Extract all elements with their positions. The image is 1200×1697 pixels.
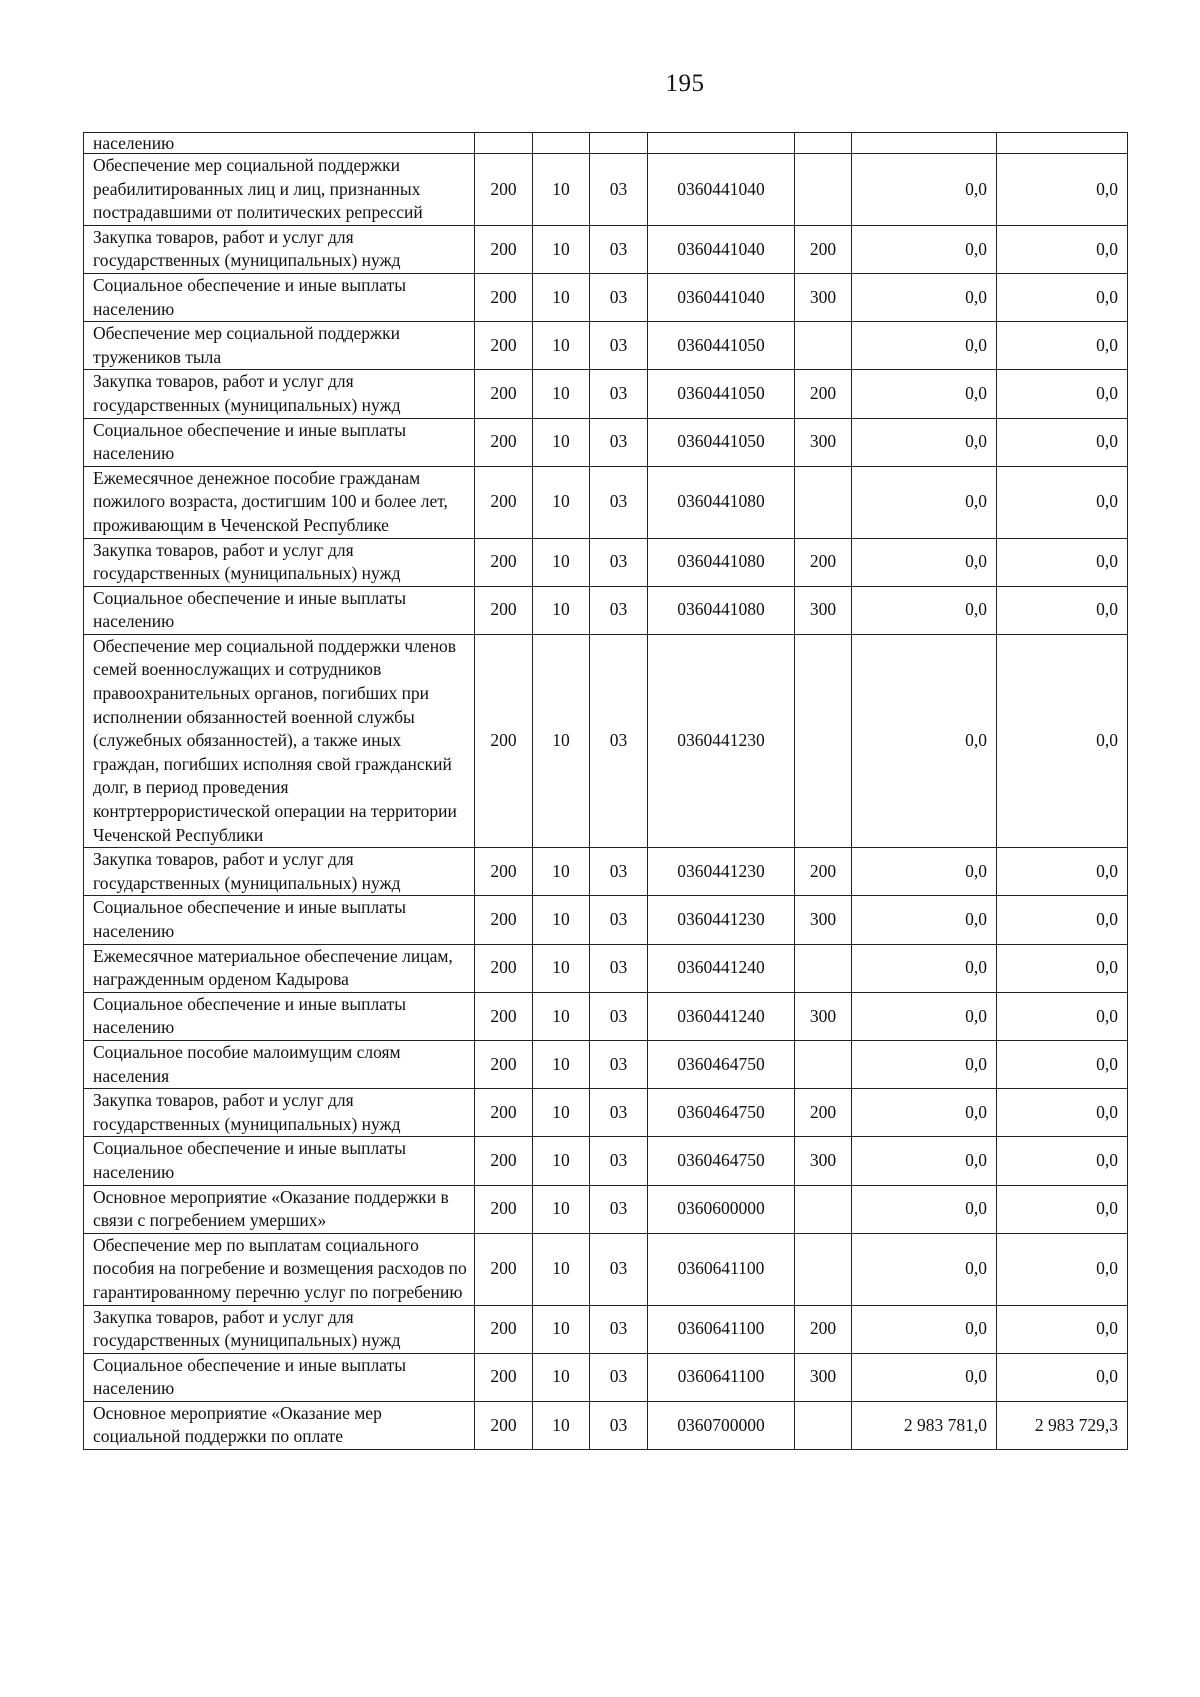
row-name-cell: Социальное обеспечение и иные выплаты населению — [84, 273, 475, 321]
row-name-cell: Социальное обеспечение и иные выплаты населению — [84, 1137, 475, 1185]
table-row — [84, 1040, 1128, 1088]
row-name-cell: Ежемесячное материальное обеспечение лицам, награжденным орденом Кадырова — [84, 944, 475, 992]
table-row — [84, 225, 1128, 273]
amount-col1-cell: 0,0 — [852, 466, 997, 538]
target-article-cell: 0360441050 — [648, 418, 795, 466]
ministry-code-cell: 200 — [475, 896, 533, 944]
expense-type-cell — [795, 1233, 852, 1305]
expense-type-cell — [795, 634, 852, 847]
ministry-code-cell: 200 — [475, 225, 533, 273]
section-code-cell: 10 — [533, 992, 590, 1040]
subsection-code-cell: 03 — [590, 1185, 648, 1233]
expense-type-cell — [795, 1185, 852, 1233]
table-row — [84, 944, 1128, 992]
target-article-cell — [648, 133, 795, 154]
amount-col1-cell: 0,0 — [852, 225, 997, 273]
amount-col2-cell: 2 983 729,3 — [997, 1401, 1128, 1449]
row-name-cell: Социальное обеспечение и иные выплаты населению — [84, 586, 475, 634]
target-article-cell: 0360441050 — [648, 322, 795, 370]
expense-type-cell — [795, 466, 852, 538]
amount-col2-cell: 0,0 — [997, 896, 1128, 944]
amount-col2-cell: 0,0 — [997, 225, 1128, 273]
subsection-code-cell: 03 — [590, 538, 648, 586]
table-row — [84, 1353, 1128, 1401]
section-code-cell: 10 — [533, 1185, 590, 1233]
table-row — [84, 370, 1128, 418]
amount-col2-cell: 0,0 — [997, 848, 1128, 896]
amount-col1-cell: 0,0 — [852, 586, 997, 634]
target-article-cell: 0360641100 — [648, 1233, 795, 1305]
table-row — [84, 634, 1128, 847]
row-name-cell: Ежемесячное денежное пособие гражданам пожилого возраста, достигшим 100 и более лет, проживающим в Чеченской Республике — [84, 466, 475, 538]
row-name-cell: Обеспечение мер социальной поддержки членов семей военнослужащих и сотрудников правоохранительных органов, погибших при исполнении обязанностей военной службы (служебных обязанностей), а также иных граждан, погибших исполняя свой гражданский долг, в период проведения контртеррористической операции на территории Чеченской Республики — [84, 634, 475, 847]
row-name-cell: Социальное обеспечение и иные выплаты населению — [84, 992, 475, 1040]
amount-col1-cell: 2 983 781,0 — [852, 1401, 997, 1449]
amount-col1-cell: 0,0 — [852, 1089, 997, 1137]
expense-type-cell — [795, 133, 852, 154]
table-row — [84, 322, 1128, 370]
amount-col1-cell: 0,0 — [852, 273, 997, 321]
target-article-cell: 0360641100 — [648, 1305, 795, 1353]
amount-col1-cell — [852, 133, 997, 154]
ministry-code-cell: 200 — [475, 466, 533, 538]
subsection-code-cell: 03 — [590, 1040, 648, 1088]
expense-type-cell: 200 — [795, 1089, 852, 1137]
target-article-cell: 0360700000 — [648, 1401, 795, 1449]
section-code-cell: 10 — [533, 370, 590, 418]
subsection-code-cell: 03 — [590, 370, 648, 418]
ministry-code-cell: 200 — [475, 1305, 533, 1353]
subsection-code-cell: 03 — [590, 896, 648, 944]
row-name-cell: Обеспечение мер социальной поддержки реабилитированных лиц и лиц, признанных пострадавшими от политических репрессий — [84, 154, 475, 226]
ministry-code-cell: 200 — [475, 1233, 533, 1305]
amount-col1-cell: 0,0 — [852, 1305, 997, 1353]
section-code-cell: 10 — [533, 634, 590, 847]
ministry-code-cell: 200 — [475, 848, 533, 896]
ministry-code-cell: 200 — [475, 1353, 533, 1401]
section-code-cell: 10 — [533, 1137, 590, 1185]
row-name-cell: Закупка товаров, работ и услуг для государственных (муниципальных) нужд — [84, 538, 475, 586]
amount-col2-cell: 0,0 — [997, 1305, 1128, 1353]
section-code-cell: 10 — [533, 225, 590, 273]
expense-type-cell: 300 — [795, 273, 852, 321]
section-code-cell: 10 — [533, 586, 590, 634]
budget-table — [83, 132, 1128, 1450]
amount-col2-cell: 0,0 — [997, 1353, 1128, 1401]
expense-type-cell: 300 — [795, 418, 852, 466]
row-name-cell: Закупка товаров, работ и услуг для государственных (муниципальных) нужд — [84, 370, 475, 418]
ministry-code-cell: 200 — [475, 1137, 533, 1185]
amount-col2-cell: 0,0 — [997, 1137, 1128, 1185]
expense-type-cell — [795, 322, 852, 370]
section-code-cell: 10 — [533, 848, 590, 896]
amount-col1-cell: 0,0 — [852, 322, 997, 370]
target-article-cell: 0360441080 — [648, 466, 795, 538]
section-code-cell: 10 — [533, 538, 590, 586]
target-article-cell: 0360441050 — [648, 370, 795, 418]
table-row — [84, 1401, 1128, 1449]
subsection-code-cell: 03 — [590, 586, 648, 634]
row-name-cell: Закупка товаров, работ и услуг для государственных (муниципальных) нужд — [84, 848, 475, 896]
table-body — [84, 133, 1128, 1450]
section-code-cell: 10 — [533, 1305, 590, 1353]
subsection-code-cell: 03 — [590, 154, 648, 226]
expense-type-cell: 200 — [795, 538, 852, 586]
target-article-cell: 0360641100 — [648, 1353, 795, 1401]
expense-type-cell: 300 — [795, 992, 852, 1040]
amount-col2-cell: 0,0 — [997, 1185, 1128, 1233]
amount-col1-cell: 0,0 — [852, 154, 997, 226]
ministry-code-cell: 200 — [475, 944, 533, 992]
expense-type-cell — [795, 944, 852, 992]
target-article-cell: 0360441230 — [648, 896, 795, 944]
subsection-code-cell: 03 — [590, 848, 648, 896]
row-name-cell: Основное мероприятие «Оказание поддержки в связи с погребением умерших» — [84, 1185, 475, 1233]
section-code-cell: 10 — [533, 1233, 590, 1305]
subsection-code-cell — [590, 133, 648, 154]
amount-col1-cell: 0,0 — [852, 634, 997, 847]
expense-type-cell: 300 — [795, 896, 852, 944]
ministry-code-cell: 200 — [475, 992, 533, 1040]
subsection-code-cell: 03 — [590, 634, 648, 847]
expense-type-cell: 300 — [795, 1353, 852, 1401]
subsection-code-cell: 03 — [590, 1137, 648, 1185]
table-row — [84, 418, 1128, 466]
amount-col2-cell: 0,0 — [997, 1233, 1128, 1305]
row-name-cell: Обеспечение мер социальной поддержки тружеников тыла — [84, 322, 475, 370]
expense-type-cell: 200 — [795, 370, 852, 418]
subsection-code-cell: 03 — [590, 1305, 648, 1353]
amount-col2-cell: 0,0 — [997, 634, 1128, 847]
table-row — [84, 1233, 1128, 1305]
section-code-cell: 10 — [533, 1353, 590, 1401]
expense-type-cell — [795, 154, 852, 226]
amount-col1-cell: 0,0 — [852, 370, 997, 418]
subsection-code-cell: 03 — [590, 1353, 648, 1401]
ministry-code-cell: 200 — [475, 1401, 533, 1449]
amount-col2-cell: 0,0 — [997, 154, 1128, 226]
amount-col1-cell: 0,0 — [852, 848, 997, 896]
expense-type-cell: 200 — [795, 1305, 852, 1353]
ministry-code-cell: 200 — [475, 1040, 533, 1088]
section-code-cell: 10 — [533, 273, 590, 321]
expense-type-cell: 300 — [795, 1137, 852, 1185]
subsection-code-cell: 03 — [590, 466, 648, 538]
amount-col2-cell: 0,0 — [997, 418, 1128, 466]
section-code-cell — [533, 133, 590, 154]
target-article-cell: 0360441230 — [648, 848, 795, 896]
amount-col1-cell: 0,0 — [852, 1137, 997, 1185]
amount-col2-cell: 0,0 — [997, 370, 1128, 418]
amount-col2-cell: 0,0 — [997, 466, 1128, 538]
amount-col1-cell: 0,0 — [852, 1185, 997, 1233]
table-row — [84, 848, 1128, 896]
row-name-cell: Основное мероприятие «Оказание мер социальной поддержки по оплате — [84, 1401, 475, 1449]
amount-col1-cell: 0,0 — [852, 992, 997, 1040]
ministry-code-cell: 200 — [475, 634, 533, 847]
subsection-code-cell: 03 — [590, 225, 648, 273]
target-article-cell: 0360441240 — [648, 992, 795, 1040]
table-row — [84, 1137, 1128, 1185]
ministry-code-cell — [475, 133, 533, 154]
target-article-cell: 0360464750 — [648, 1089, 795, 1137]
amount-col1-cell: 0,0 — [852, 1233, 997, 1305]
row-name-cell: Социальное обеспечение и иные выплаты населению — [84, 1353, 475, 1401]
amount-col1-cell: 0,0 — [852, 896, 997, 944]
table-row — [84, 896, 1128, 944]
amount-col1-cell: 0,0 — [852, 538, 997, 586]
ministry-code-cell: 200 — [475, 370, 533, 418]
table-row — [84, 1089, 1128, 1137]
expense-type-cell: 200 — [795, 848, 852, 896]
section-code-cell: 10 — [533, 1089, 590, 1137]
amount-col1-cell: 0,0 — [852, 418, 997, 466]
table-row — [84, 133, 1128, 154]
row-name-cell: Социальное пособие малоимущим слоям населения — [84, 1040, 475, 1088]
subsection-code-cell: 03 — [590, 1401, 648, 1449]
expense-type-cell: 300 — [795, 586, 852, 634]
section-code-cell: 10 — [533, 896, 590, 944]
amount-col2-cell: 0,0 — [997, 322, 1128, 370]
section-code-cell: 10 — [533, 418, 590, 466]
table-row — [84, 538, 1128, 586]
ministry-code-cell: 200 — [475, 538, 533, 586]
ministry-code-cell: 200 — [475, 322, 533, 370]
row-name-cell: населению — [84, 133, 475, 154]
table-row — [84, 154, 1128, 226]
ministry-code-cell: 200 — [475, 1185, 533, 1233]
amount-col1-cell: 0,0 — [852, 1353, 997, 1401]
ministry-code-cell: 200 — [475, 586, 533, 634]
amount-col2-cell: 0,0 — [997, 944, 1128, 992]
amount-col2-cell: 0,0 — [997, 538, 1128, 586]
amount-col1-cell: 0,0 — [852, 1040, 997, 1088]
row-name-cell: Закупка товаров, работ и услуг для государственных (муниципальных) нужд — [84, 1089, 475, 1137]
subsection-code-cell: 03 — [590, 418, 648, 466]
amount-col2-cell: 0,0 — [997, 586, 1128, 634]
amount-col2-cell: 0,0 — [997, 273, 1128, 321]
amount-col2-cell — [997, 133, 1128, 154]
row-name-cell: Социальное обеспечение и иные выплаты населению — [84, 418, 475, 466]
table-row — [84, 992, 1128, 1040]
amount-col1-cell: 0,0 — [852, 944, 997, 992]
ministry-code-cell: 200 — [475, 1089, 533, 1137]
subsection-code-cell: 03 — [590, 992, 648, 1040]
amount-col2-cell: 0,0 — [997, 1040, 1128, 1088]
target-article-cell: 0360441040 — [648, 225, 795, 273]
target-article-cell: 0360441040 — [648, 273, 795, 321]
target-article-cell: 0360441240 — [648, 944, 795, 992]
subsection-code-cell: 03 — [590, 322, 648, 370]
amount-col2-cell: 0,0 — [997, 1089, 1128, 1137]
section-code-cell: 10 — [533, 322, 590, 370]
ministry-code-cell: 200 — [475, 154, 533, 226]
section-code-cell: 10 — [533, 154, 590, 226]
expense-type-cell: 200 — [795, 225, 852, 273]
amount-col2-cell: 0,0 — [997, 992, 1128, 1040]
table-row — [84, 466, 1128, 538]
target-article-cell: 0360441080 — [648, 586, 795, 634]
page-number: 195 — [665, 70, 705, 97]
table-row — [84, 586, 1128, 634]
ministry-code-cell: 200 — [475, 418, 533, 466]
subsection-code-cell: 03 — [590, 1233, 648, 1305]
table-row — [84, 273, 1128, 321]
subsection-code-cell: 03 — [590, 1089, 648, 1137]
expense-type-cell — [795, 1401, 852, 1449]
row-name-cell: Закупка товаров, работ и услуг для государственных (муниципальных) нужд — [84, 1305, 475, 1353]
table-row — [84, 1305, 1128, 1353]
subsection-code-cell: 03 — [590, 944, 648, 992]
target-article-cell: 0360441230 — [648, 634, 795, 847]
subsection-code-cell: 03 — [590, 273, 648, 321]
target-article-cell: 0360464750 — [648, 1040, 795, 1088]
section-code-cell: 10 — [533, 944, 590, 992]
target-article-cell: 0360464750 — [648, 1137, 795, 1185]
row-name-cell: Социальное обеспечение и иные выплаты населению — [84, 896, 475, 944]
row-name-cell: Обеспечение мер по выплатам социального пособия на погребение и возмещения расходов по гарантированному перечню услуг по погребению — [84, 1233, 475, 1305]
table-row — [84, 1185, 1128, 1233]
row-name-cell: Закупка товаров, работ и услуг для государственных (муниципальных) нужд — [84, 225, 475, 273]
section-code-cell: 10 — [533, 1040, 590, 1088]
target-article-cell: 0360441080 — [648, 538, 795, 586]
target-article-cell: 0360600000 — [648, 1185, 795, 1233]
target-article-cell: 0360441040 — [648, 154, 795, 226]
section-code-cell: 10 — [533, 1401, 590, 1449]
section-code-cell: 10 — [533, 466, 590, 538]
expense-type-cell — [795, 1040, 852, 1088]
ministry-code-cell: 200 — [475, 273, 533, 321]
